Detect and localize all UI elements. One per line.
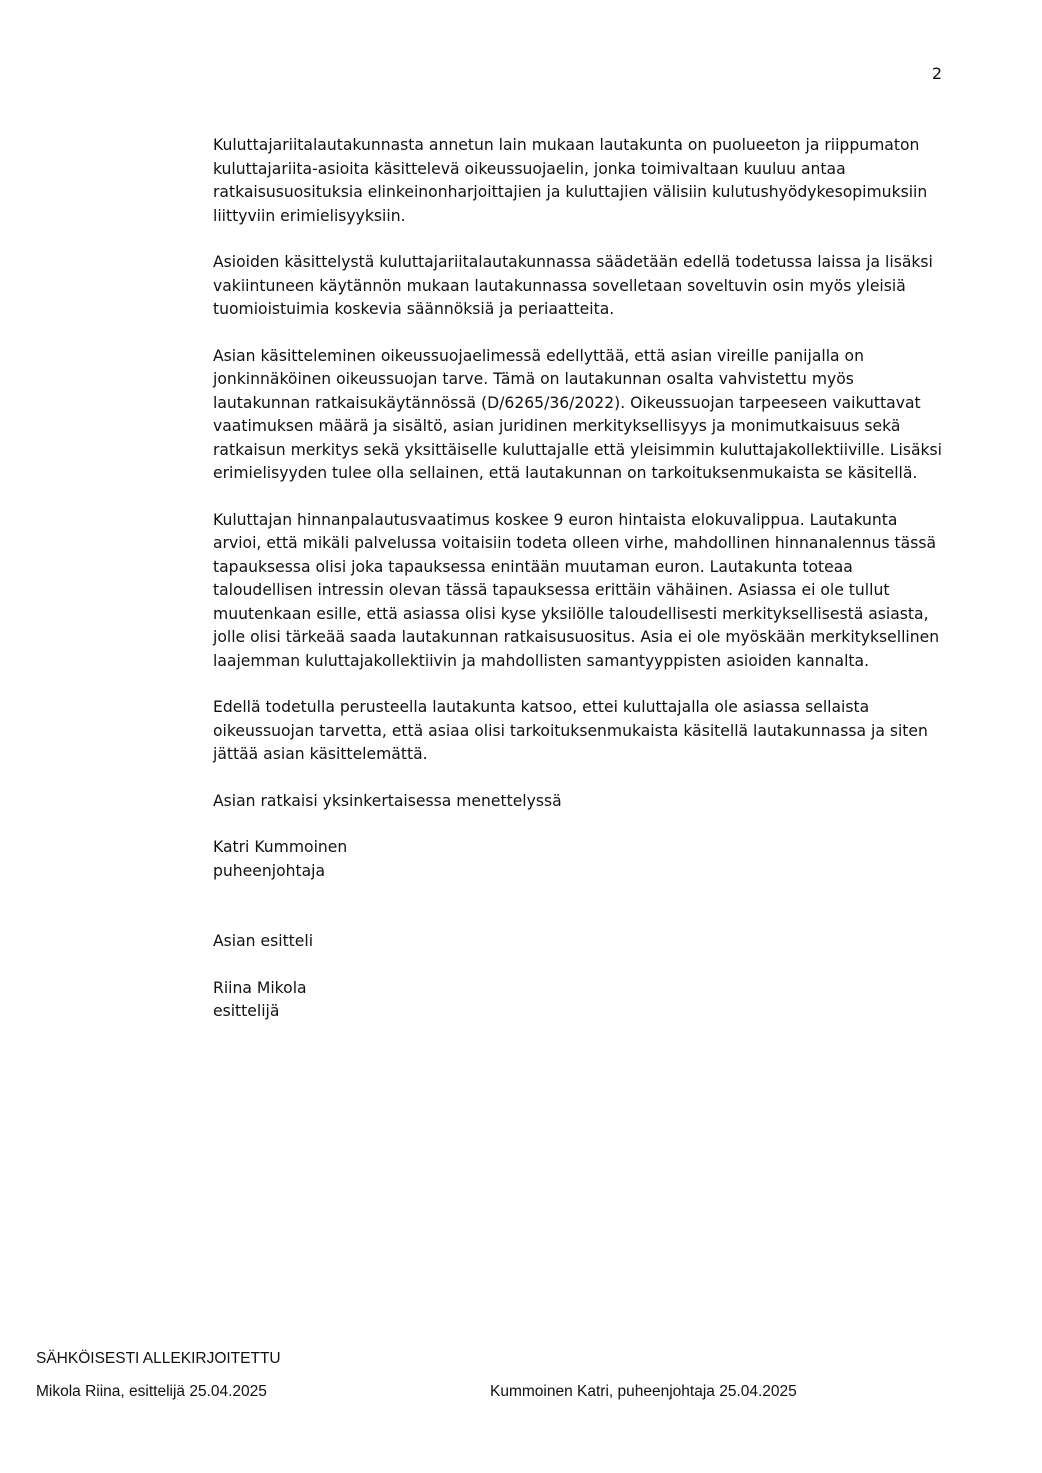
presenter-label-block — [213, 930, 943, 954]
esign-row — [36, 1383, 1006, 1403]
page-number: 2 — [931, 64, 942, 83]
paragraph-legal-protection-need: Asian käsitteleminen oikeussuojaelimessä edellyttää, että asian vireille panijalla on jonkinnäköinen oikeussuojan tarve. Tämä on lautakunnan osalta vahvistettu myös lautakunnan ratkaisukäytännössä (D/6265/36/2022). Oikeussuojan tarpeeseen vaikuttavat vaatimuksen määrä ja sisältö, asian juridinen merkityksellisyys ja monimutkaisuus sekä ratkaisun merkitys sekä yksittäiselle kuluttajalle että yleisimmin kuluttajakollektiiville. Lisäksi erimielisyyden tulee olla sellainen, että lautakunnan on tarkoituksenmukaista se käsitellä. — [213, 346, 942, 482]
esign-heading: SÄHKÖISESTI ALLEKIRJOITETTU — [36, 1350, 281, 1367]
paragraph-conclusion: Edellä todetulla perusteella lautakunta katsoo, ettei kuluttajalla ole asiassa sellaista oikeussuojan tarvetta, että asiaa olisi tarkoituksenmukaista käsitellä lautakunnassa ja siten jättää asian käsittelemättä. — [213, 698, 928, 763]
presenter-label: Asian esitteli — [213, 932, 314, 950]
paragraph-decided-by: Asian ratkaisi yksinkertaisessa menettelyssä — [213, 791, 562, 810]
presenter-signature — [213, 977, 943, 1024]
presenter-title: esittelijä — [213, 1002, 280, 1020]
esign-presenter: Mikola Riina, esittelijä 25.04.2025 — [36, 1383, 267, 1400]
paragraph-procedure: Asioiden käsittelystä kuluttajariitalautakunnassa säädetään edellä todetussa laissa ja lisäksi vakiintuneen käytännön mukaan lautakunnassa sovelletaan soveltuvin osin myös yleisiä tuomioistuimia koskevia säännöksiä ja periaatteita. — [213, 253, 933, 318]
chair-signature — [213, 836, 943, 883]
esign-chair: Kummoinen Katri, puheenjohtaja 25.04.2025 — [490, 1383, 797, 1400]
document-body — [213, 134, 943, 1047]
electronic-signature-footer — [36, 1350, 1006, 1403]
paragraph-case-assessment: Kuluttajan hinnanpalautusvaatimus koskee 9 euron hintaista elokuvalippua. Lautakunta arvioi, että mikäli palvelussa voitaisiin todeta olleen virhe, mahdollinen hinnanalennus tässä tapauksessa olisi joka tapauksessa enintään muutaman euron. Lautakunta toteaa taloudellisen intressin olevan tässä tapauksessa erittäin vähäinen. Asiassa ei ole tullut muutenkaan esille, että asiassa olisi kyse yksilölle taloudellisesti merkityksellisestä asiasta, jolle olisi tärkeää saada lautakunnan ratkaisusuositus. Asia ei ole myöskään merkityksellinen laajemman kuluttajakollektiivin ja mahdollisten samantyyppisten asioiden kannalta. — [213, 510, 940, 670]
chair-title: puheenjohtaja — [213, 861, 326, 880]
presenter-name: Riina Mikola — [213, 978, 307, 997]
paragraph-legal-basis: Kuluttajariitalautakunnasta annetun lain mukaan lautakunta on puolueeton ja riippumaton kuluttajariita-asioita käsittelevä oikeussuojaelin, jonka toimivaltaan kuuluu antaa ratkaisusuosituksia elinkeinonharjoittajien ja kuluttajien välisiin kulutushyödykesopimuksiin liittyviin erimielisyyksiin. — [213, 136, 928, 225]
chair-name: Katri Kummoinen — [213, 838, 348, 856]
